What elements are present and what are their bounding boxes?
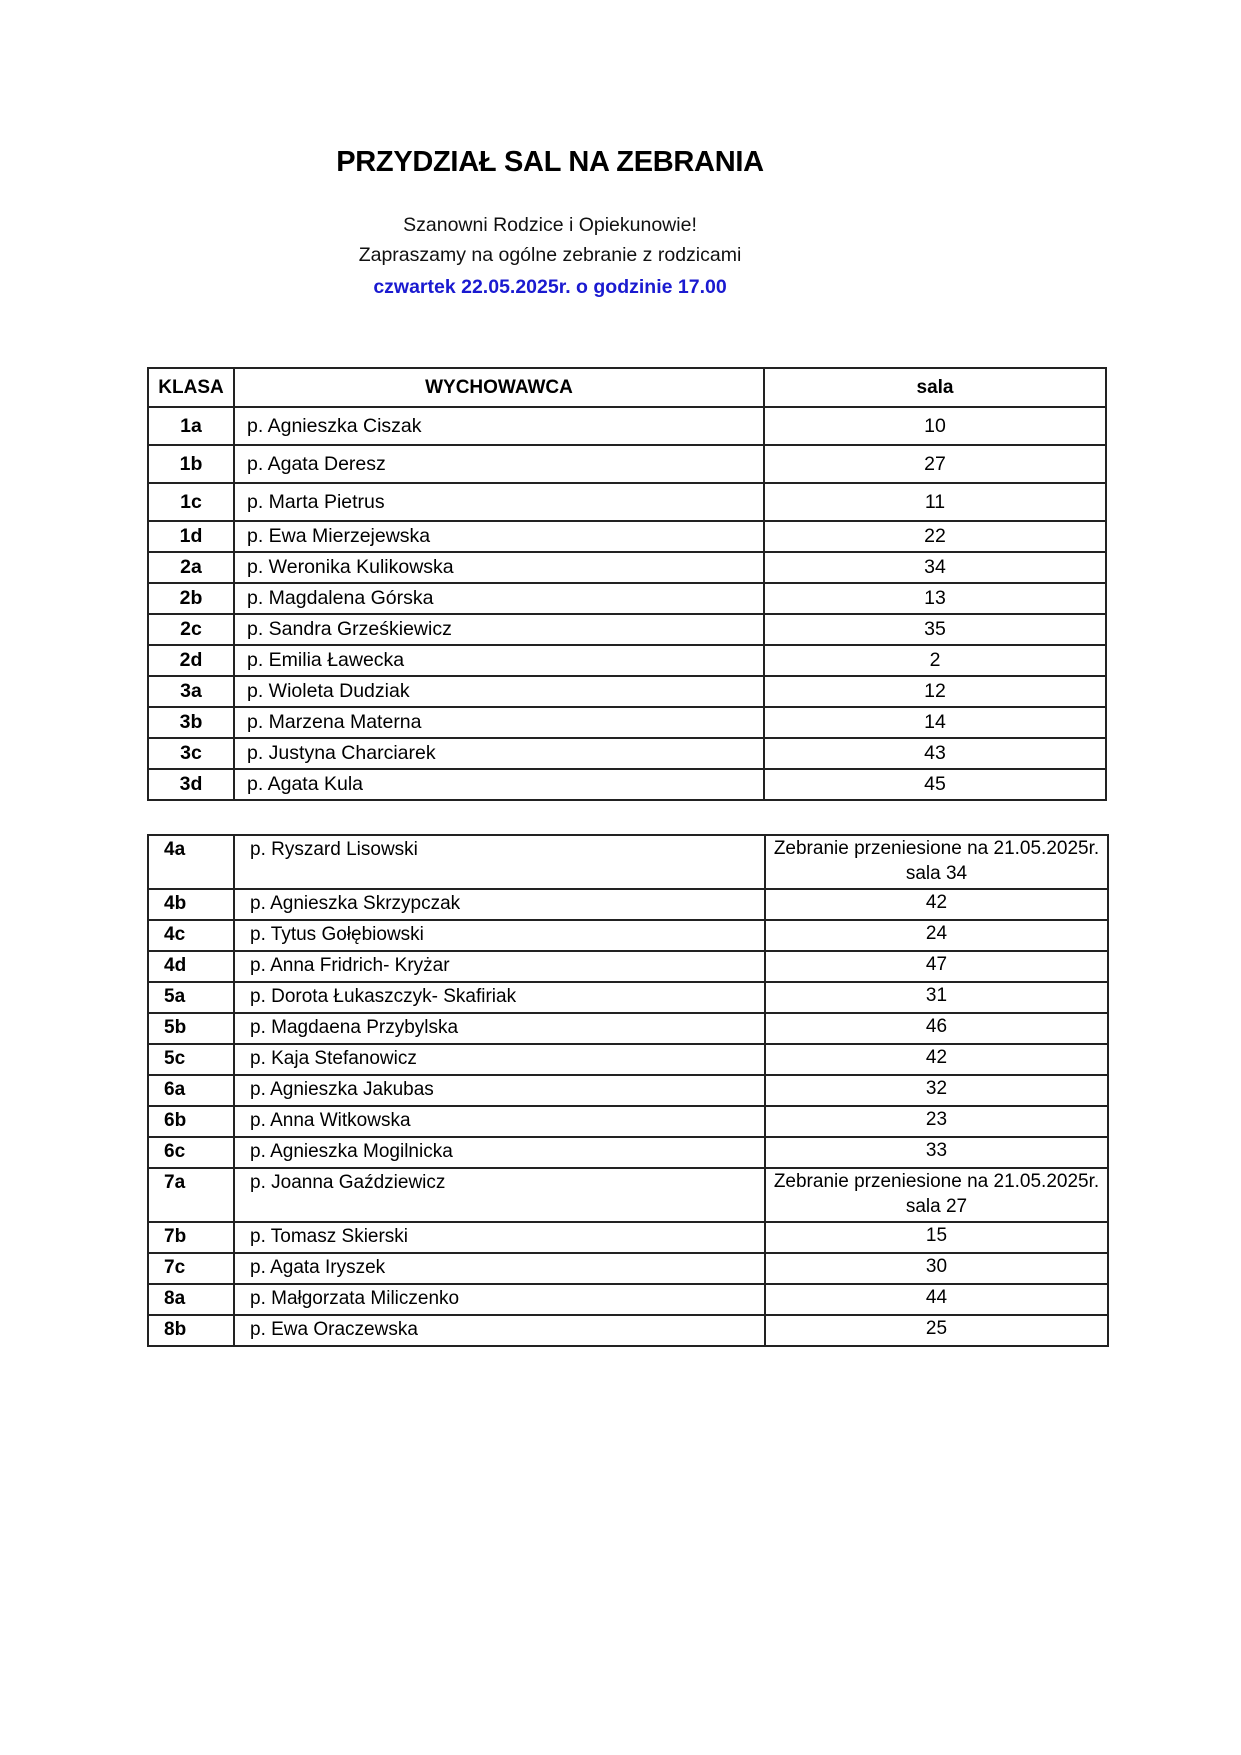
- class-cell: 6c: [148, 1137, 234, 1168]
- class-cell: 1d: [148, 521, 234, 552]
- room-cell: 33: [765, 1137, 1108, 1168]
- room-cell: 43: [764, 738, 1106, 769]
- table-row: [148, 1222, 1108, 1253]
- teacher-cell: p. Justyna Charciarek: [234, 738, 764, 769]
- teacher-cell: p. Agnieszka Jakubas: [234, 1075, 765, 1106]
- teacher-cell: p. Agnieszka Mogilnicka: [234, 1137, 765, 1168]
- column-header-klasa: KLASA: [148, 368, 234, 407]
- class-cell: 3c: [148, 738, 234, 769]
- teacher-cell: p. Emilia Ławecka: [234, 645, 764, 676]
- invitation-text: Zapraszamy na ogólne zebranie z rodzicami: [358, 244, 742, 266]
- class-cell: 3b: [148, 707, 234, 738]
- room-cell: 45: [764, 769, 1106, 800]
- room-cell: 15: [765, 1222, 1108, 1253]
- table-row: [148, 1137, 1108, 1168]
- teacher-cell: p. Tytus Gołębiowski: [234, 920, 765, 951]
- room-cell: 2: [764, 645, 1106, 676]
- room-cell: Zebranie przeniesione na 21.05.2025r. sala 34: [765, 835, 1108, 889]
- table-row: [148, 889, 1108, 920]
- class-cell: 6a: [148, 1075, 234, 1106]
- class-cell: 7a: [148, 1168, 234, 1222]
- class-cell: 6b: [148, 1106, 234, 1137]
- column-header-sala: sala: [764, 368, 1106, 407]
- room-cell: 30: [765, 1253, 1108, 1284]
- table-row: [148, 583, 1106, 614]
- teacher-cell: p. Wioleta Dudziak: [234, 676, 764, 707]
- teacher-cell: p. Agata Kula: [234, 769, 764, 800]
- room-cell: 32: [765, 1075, 1108, 1106]
- column-header-wychowawca: WYCHOWAWCA: [234, 368, 764, 407]
- room-cell: 44: [765, 1284, 1108, 1315]
- class-cell: 4a: [148, 835, 234, 889]
- room-assignment-table-grades-1-3: [147, 367, 1107, 801]
- class-cell: 2b: [148, 583, 234, 614]
- table-row: [148, 676, 1106, 707]
- class-cell: 5a: [148, 982, 234, 1013]
- table-row: [148, 1106, 1108, 1137]
- class-cell: 7b: [148, 1222, 234, 1253]
- class-cell: 3a: [148, 676, 234, 707]
- class-cell: 8b: [148, 1315, 234, 1346]
- room-cell: 47: [765, 951, 1108, 982]
- table-row: [148, 982, 1108, 1013]
- teacher-cell: p. Tomasz Skierski: [234, 1222, 765, 1253]
- teacher-cell: p. Ewa Mierzejewska: [234, 521, 764, 552]
- greeting-text: Szanowni Rodzice i Opiekunowie!: [403, 214, 697, 236]
- class-cell: 1b: [148, 445, 234, 483]
- table-row: [148, 1315, 1108, 1346]
- class-cell: 4c: [148, 920, 234, 951]
- class-cell: 5b: [148, 1013, 234, 1044]
- table-row: [148, 445, 1106, 483]
- room-cell: 24: [765, 920, 1108, 951]
- table-row: [148, 769, 1106, 800]
- table-row: [148, 552, 1106, 583]
- teacher-cell: p. Agnieszka Ciszak: [234, 407, 764, 445]
- table1-body: [148, 407, 1106, 800]
- page-title: PRZYDZIAŁ SAL NA ZEBRANIA: [336, 146, 764, 178]
- teacher-cell: p. Dorota Łukaszczyk- Skafiriak: [234, 982, 765, 1013]
- table-row: [148, 1075, 1108, 1106]
- teacher-cell: p. Małgorzata Miliczenko: [234, 1284, 765, 1315]
- class-cell: 2a: [148, 552, 234, 583]
- room-cell: 22: [764, 521, 1106, 552]
- table-row: [148, 920, 1108, 951]
- class-cell: 1c: [148, 483, 234, 521]
- class-cell: 1a: [148, 407, 234, 445]
- room-cell: 34: [764, 552, 1106, 583]
- teacher-cell: p. Kaja Stefanowicz: [234, 1044, 765, 1075]
- class-cell: 3d: [148, 769, 234, 800]
- teacher-cell: p. Magdalena Górska: [234, 583, 764, 614]
- table-row: [148, 521, 1106, 552]
- table-row: [148, 1253, 1108, 1284]
- table-row: [148, 483, 1106, 521]
- table-row: [148, 1013, 1108, 1044]
- room-cell: 42: [765, 889, 1108, 920]
- teacher-cell: p. Anna Witkowska: [234, 1106, 765, 1137]
- table-row: [148, 1044, 1108, 1075]
- teacher-cell: p. Ryszard Lisowski: [234, 835, 765, 889]
- room-cell: Zebranie przeniesione na 21.05.2025r. sala 27: [765, 1168, 1108, 1222]
- teacher-cell: p. Joanna Gaździewicz: [234, 1168, 765, 1222]
- room-cell: 13: [764, 583, 1106, 614]
- class-cell: 4d: [148, 951, 234, 982]
- table-row: [148, 645, 1106, 676]
- room-cell: 25: [765, 1315, 1108, 1346]
- table-row: [148, 951, 1108, 982]
- room-cell: 12: [764, 676, 1106, 707]
- class-cell: 4b: [148, 889, 234, 920]
- table-row: [148, 1284, 1108, 1315]
- class-cell: 2c: [148, 614, 234, 645]
- class-cell: 7c: [148, 1253, 234, 1284]
- room-cell: 27: [764, 445, 1106, 483]
- teacher-cell: p. Magdaena Przybylska: [234, 1013, 765, 1044]
- table-row: [148, 407, 1106, 445]
- teacher-cell: p. Agnieszka Skrzypczak: [234, 889, 765, 920]
- meeting-date-time: czwartek 22.05.2025r. o godzinie 17.00: [373, 276, 727, 298]
- room-cell: 46: [765, 1013, 1108, 1044]
- room-cell: 14: [764, 707, 1106, 738]
- room-assignment-table-grades-4-8: [147, 834, 1109, 1347]
- teacher-cell: p. Ewa Oraczewska: [234, 1315, 765, 1346]
- table-row: [148, 614, 1106, 645]
- class-cell: 2d: [148, 645, 234, 676]
- room-cell: 10: [764, 407, 1106, 445]
- room-cell: 23: [765, 1106, 1108, 1137]
- room-cell: 35: [764, 614, 1106, 645]
- teacher-cell: p. Marzena Materna: [234, 707, 764, 738]
- room-cell: 42: [765, 1044, 1108, 1075]
- table2-body: [148, 835, 1108, 1346]
- class-cell: 8a: [148, 1284, 234, 1315]
- teacher-cell: p. Weronika Kulikowska: [234, 552, 764, 583]
- table-row: [148, 707, 1106, 738]
- teacher-cell: p. Sandra Grześkiewicz: [234, 614, 764, 645]
- table-header-row: [148, 368, 1106, 407]
- table-row: [148, 738, 1106, 769]
- teacher-cell: p. Anna Fridrich- Kryżar: [234, 951, 765, 982]
- room-cell: 31: [765, 982, 1108, 1013]
- class-cell: 5c: [148, 1044, 234, 1075]
- teacher-cell: p. Agata Iryszek: [234, 1253, 765, 1284]
- teacher-cell: p. Agata Deresz: [234, 445, 764, 483]
- table-row: [148, 1168, 1108, 1222]
- room-cell: 11: [764, 483, 1106, 521]
- table-row: [148, 835, 1108, 889]
- teacher-cell: p. Marta Pietrus: [234, 483, 764, 521]
